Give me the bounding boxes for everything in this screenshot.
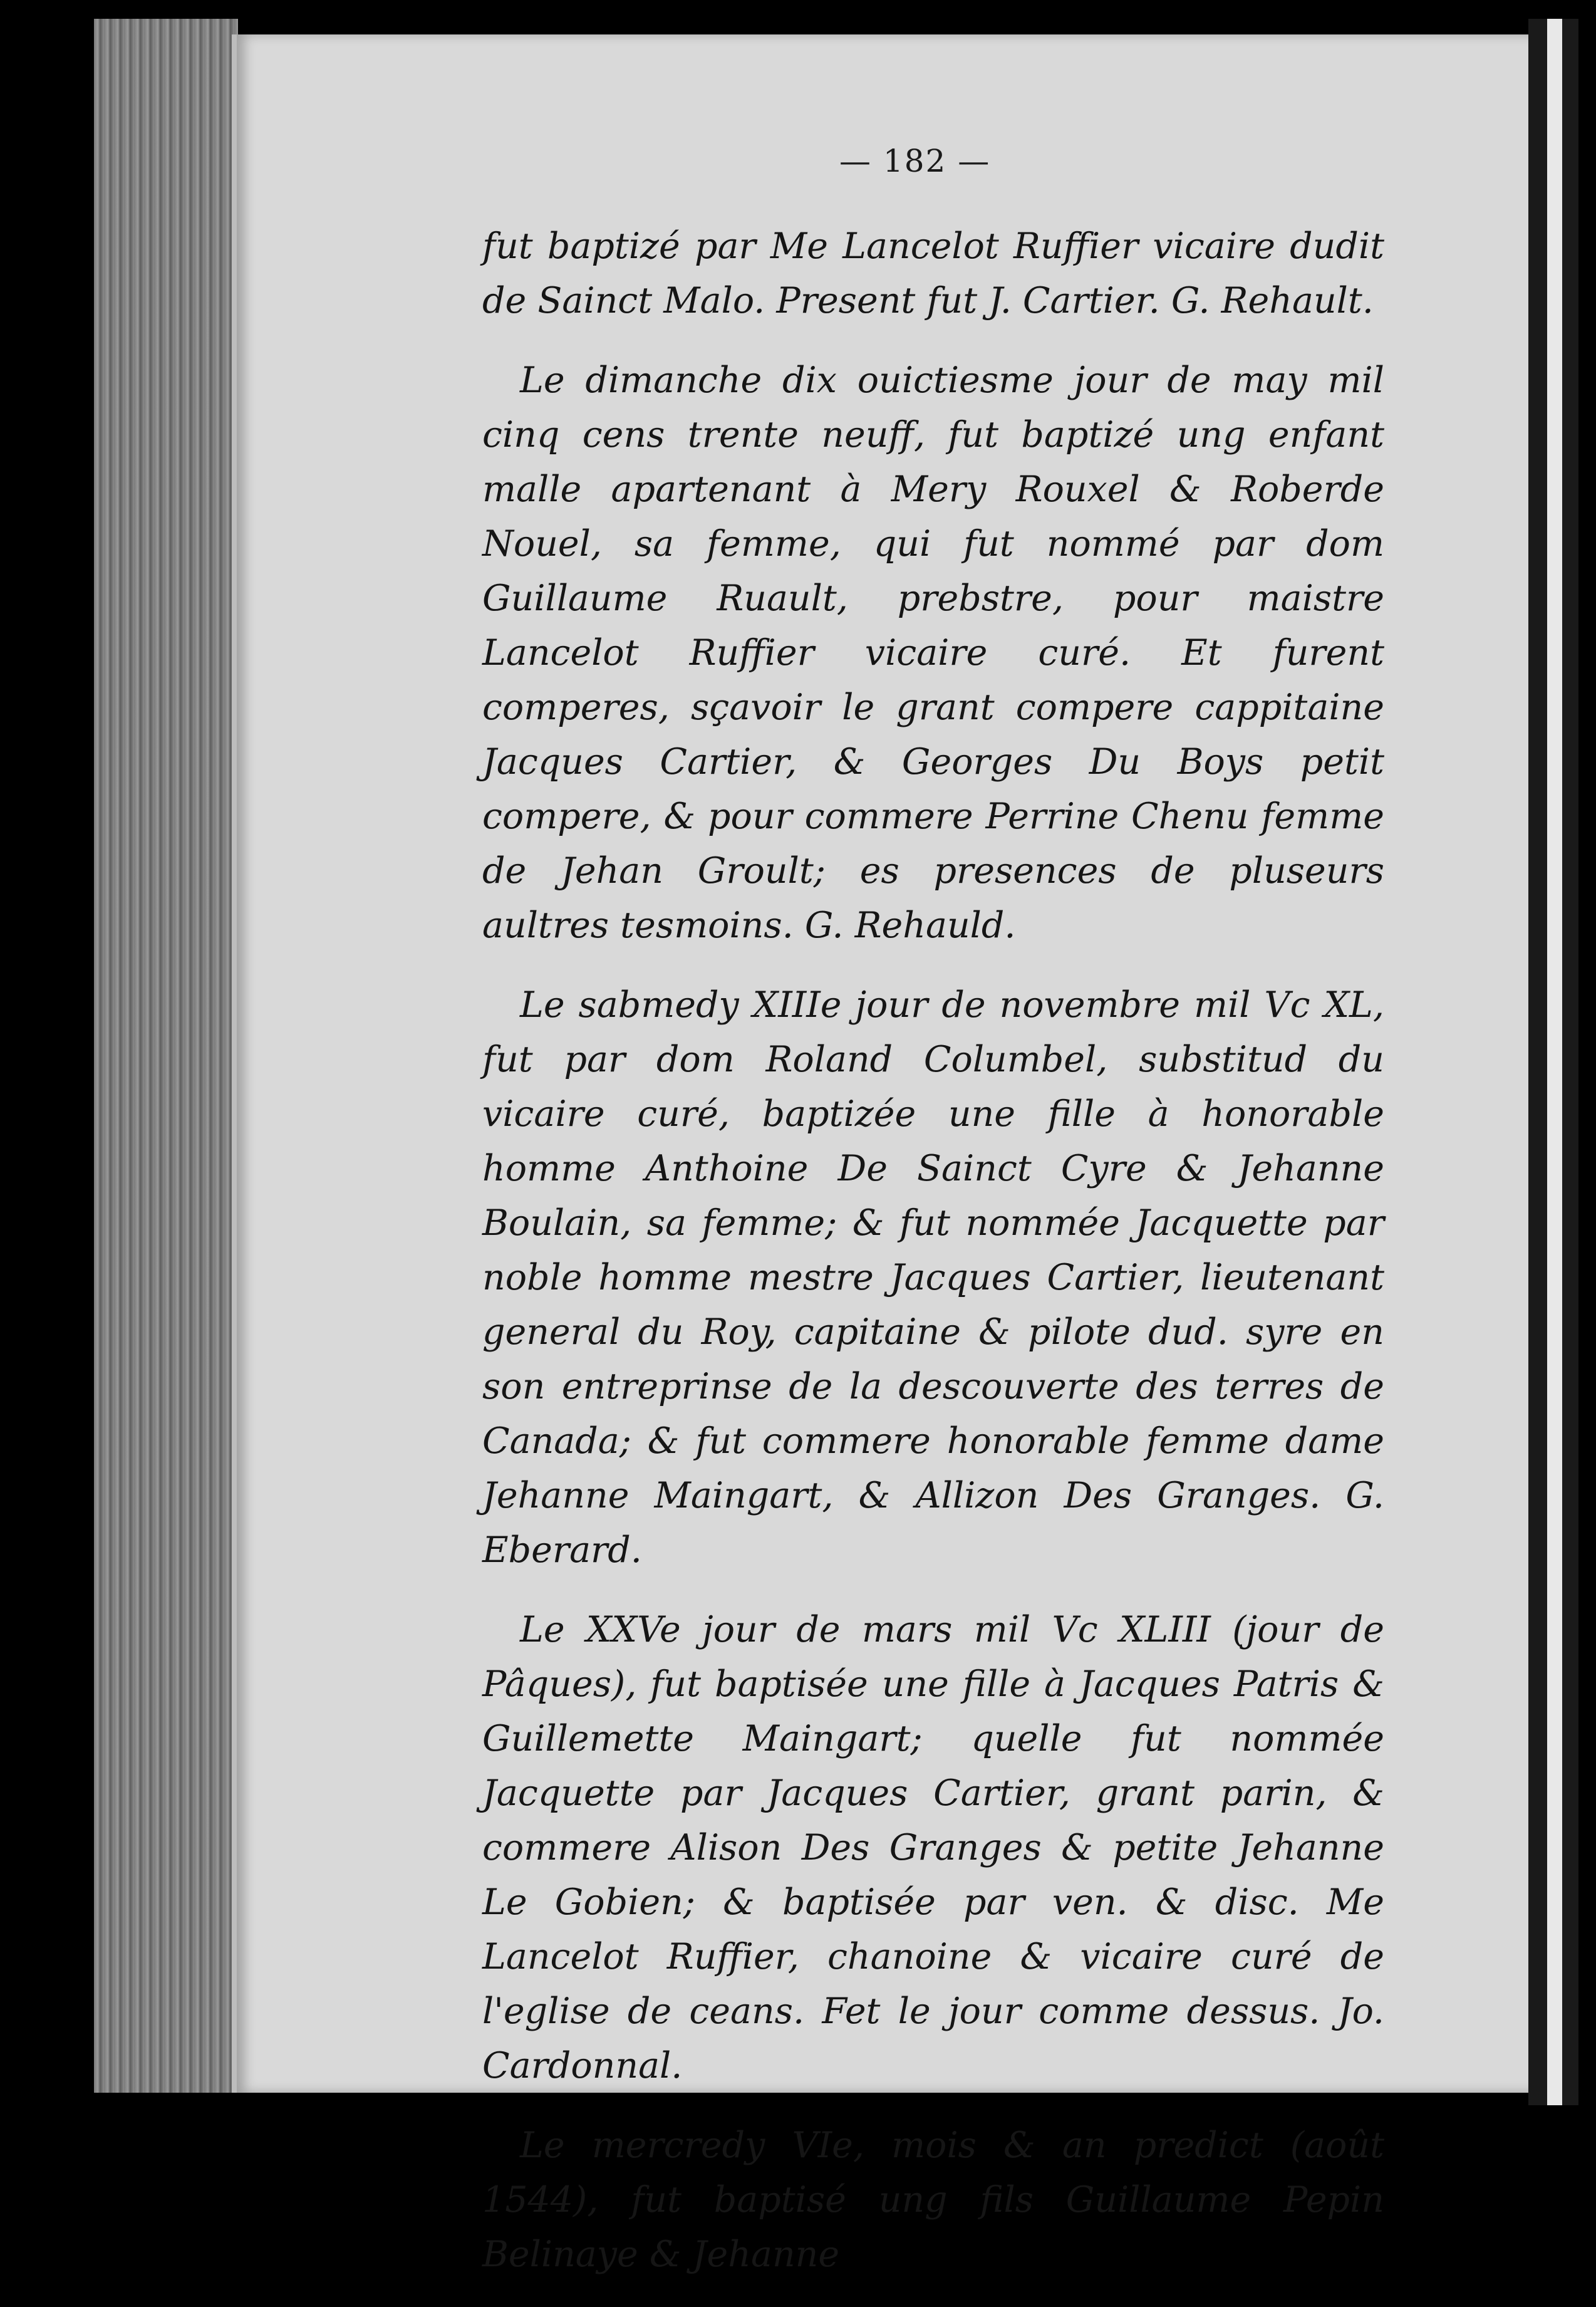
next-page-sliver [1547, 19, 1562, 2105]
paragraph: Le dimanche dix ouictiesme jour de may mil cinq cens trente neuff, fut baptizé ung enfant malle apartenant à Mery Rouxel & Roberde Nouel, sa femme, qui fut nommé par dom Guillaume Ruault, prebstre, pour maistre Lancelot Ruffier vicaire curé. Et furent comperes, sçavoir le grant compere cappitaine Jacques Cartier, & Georges Du Boys petit compere, & pour commere Perrine Chenu femme de Jehan Groult; es presences de pluseurs aultres tesmoins. G. Rehauld. [482, 360, 1384, 946]
paragraph: Le XXVe jour de mars mil Vc XLIII (jour de Pâques), fut baptisée une fille à Jacques Patris & Guillemette Maingart; quelle fut nommée Jacquette par Jacques Cartier, grant parin, & commere Alison Des Granges & petite Jehanne Le Gobien; & baptisée par ven. & disc. Me Lancelot Ruffier, chanoine & vicaire curé de l'eglise de ceans. Fet le jour comme dessus. Jo. Cardonnal. [482, 1609, 1384, 2086]
paragraph: Le sabmedy XIIIe jour de novembre mil Vc XL, fut par dom Roland Columbel, substitud du vicaire curé, baptizée une fille à honorable homme Anthoine De Sainct Cyre & Jehanne Boulain, sa femme; & fut nommée Jacquette par noble homme mestre Jacques Cartier, lieutenant general du Roy, capitaine & pilote dud. syre en son entreprinse de la descouverte des terres de Canada; & fut commere honorable femme dame Jehanne Maingart, & Allizon Des Granges. G. Eberard. [482, 984, 1384, 1571]
page-edges [94, 19, 238, 2093]
page-number: — 182 — [839, 143, 991, 179]
paragraph: Le mercredy VIe, mois & an predict (août 1544), fut baptisé ung fils Guillaume Pepin Belinaye & Jehanne [482, 2125, 1384, 2275]
body-text [482, 219, 1384, 2307]
paragraph: fut baptizé par Me Lancelot Ruffier vicaire dudit de Sainct Malo. Present fut J. Cartier. G. Rehault. [482, 226, 1384, 321]
